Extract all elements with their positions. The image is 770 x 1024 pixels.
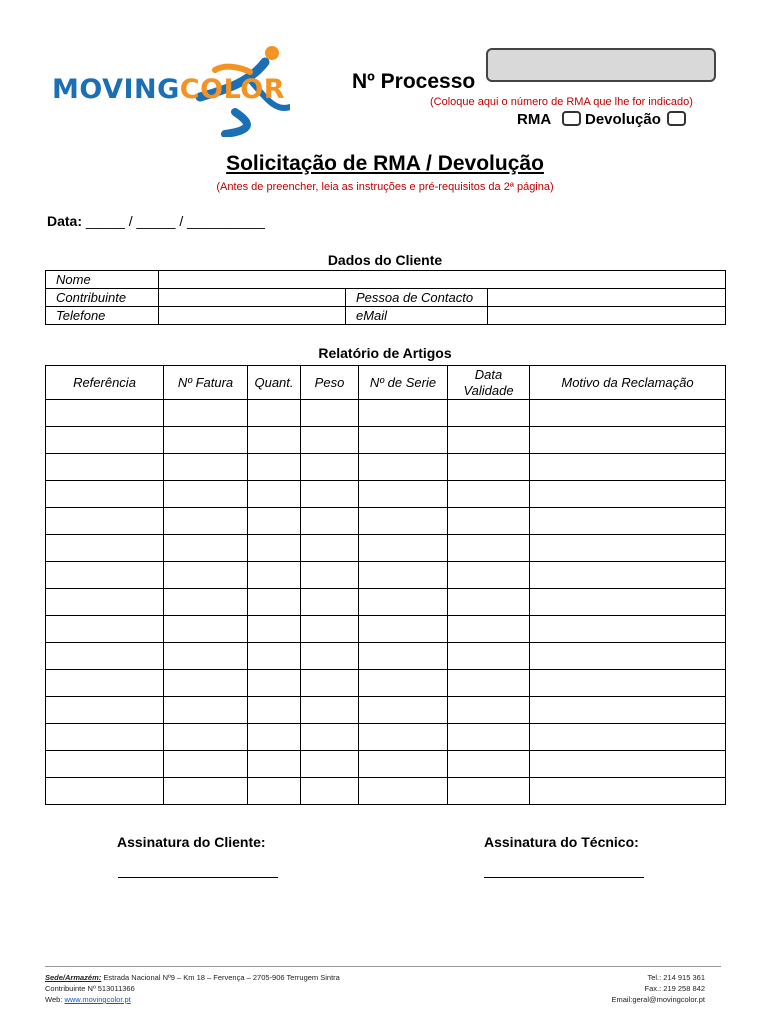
table-row <box>46 643 726 670</box>
article-cell[interactable] <box>248 616 301 643</box>
logo-text: MOVINGCOLOR <box>52 74 286 105</box>
client-signature-label: Assinatura do Cliente: <box>117 834 266 850</box>
table-row <box>46 670 726 697</box>
col-fatura: Nº Fatura <box>164 366 248 400</box>
article-cell[interactable] <box>530 535 726 562</box>
table-row <box>46 751 726 778</box>
table-row <box>46 778 726 805</box>
article-cell[interactable] <box>448 562 530 589</box>
article-cell[interactable] <box>164 508 248 535</box>
article-cell[interactable] <box>301 697 359 724</box>
article-cell[interactable] <box>301 724 359 751</box>
article-cell[interactable] <box>530 589 726 616</box>
article-cell[interactable] <box>248 670 301 697</box>
article-cell[interactable] <box>530 454 726 481</box>
table-row <box>46 724 726 751</box>
footer-contacts <box>560 972 705 1005</box>
footer-sede-value: Estrada Nacional Nº9 – Km 18 – Fervença – 2705-906 Terrugem Sintra <box>103 973 340 982</box>
article-cell[interactable] <box>359 454 448 481</box>
table-row <box>46 697 726 724</box>
table-row <box>46 271 726 289</box>
article-cell[interactable] <box>46 670 164 697</box>
article-cell[interactable] <box>301 427 359 454</box>
client-label-nome: Nome <box>46 271 159 289</box>
table-row <box>46 307 726 325</box>
col-validade <box>448 366 530 400</box>
article-cell[interactable] <box>301 508 359 535</box>
article-cell[interactable] <box>164 562 248 589</box>
article-cell[interactable] <box>448 670 530 697</box>
article-cell[interactable] <box>46 508 164 535</box>
article-cell[interactable] <box>301 616 359 643</box>
article-cell[interactable] <box>301 562 359 589</box>
footer-divider <box>45 966 721 967</box>
process-number-label: Nº Processo <box>352 70 476 93</box>
article-cell[interactable] <box>359 400 448 427</box>
rma-checkbox[interactable] <box>562 111 581 126</box>
article-cell[interactable] <box>46 589 164 616</box>
table-row <box>46 535 726 562</box>
article-cell[interactable] <box>530 616 726 643</box>
article-cell[interactable] <box>301 778 359 805</box>
article-cell[interactable] <box>46 562 164 589</box>
article-cell[interactable] <box>164 589 248 616</box>
article-cell[interactable] <box>448 778 530 805</box>
article-cell[interactable] <box>448 427 530 454</box>
article-cell[interactable] <box>164 481 248 508</box>
article-cell[interactable] <box>359 778 448 805</box>
col-validade-label: Data Validade <box>463 366 514 398</box>
article-cell[interactable] <box>248 751 301 778</box>
client-telefone-field[interactable] <box>159 307 346 325</box>
article-cell[interactable] <box>164 427 248 454</box>
table-row <box>46 289 726 307</box>
col-peso: Peso <box>301 366 359 400</box>
article-cell[interactable] <box>164 751 248 778</box>
article-cell[interactable] <box>530 724 726 751</box>
col-referencia: Referência <box>46 366 164 400</box>
article-cell[interactable] <box>301 589 359 616</box>
footer-email: Email:geral@movingcolor.pt <box>611 995 705 1004</box>
article-cell[interactable] <box>359 670 448 697</box>
article-cell[interactable] <box>530 670 726 697</box>
articles-header-row <box>46 366 726 400</box>
article-cell[interactable] <box>448 508 530 535</box>
article-cell[interactable] <box>46 643 164 670</box>
article-cell[interactable] <box>359 535 448 562</box>
article-cell[interactable] <box>448 589 530 616</box>
article-cell[interactable] <box>448 454 530 481</box>
table-row <box>46 427 726 454</box>
article-cell[interactable] <box>448 751 530 778</box>
process-number-field[interactable] <box>486 48 716 82</box>
articles-table <box>45 365 726 805</box>
devolucao-checkbox[interactable] <box>667 111 686 126</box>
client-email-field[interactable] <box>488 307 726 325</box>
table-row <box>46 481 726 508</box>
article-cell[interactable] <box>248 508 301 535</box>
article-cell[interactable] <box>46 778 164 805</box>
article-cell[interactable] <box>359 724 448 751</box>
article-cell[interactable] <box>448 535 530 562</box>
date-value: _____ / _____ / __________ <box>85 213 265 229</box>
article-cell[interactable] <box>301 400 359 427</box>
table-row <box>46 454 726 481</box>
article-cell[interactable] <box>448 724 530 751</box>
client-nome-field[interactable] <box>159 271 726 289</box>
article-cell[interactable] <box>530 400 726 427</box>
article-cell[interactable] <box>46 535 164 562</box>
article-cell[interactable] <box>248 589 301 616</box>
articles-heading: Relatório de Artigos <box>318 345 452 361</box>
article-cell[interactable] <box>301 535 359 562</box>
rma-label: RMA <box>517 111 552 128</box>
table-row <box>46 589 726 616</box>
client-contacto-field[interactable] <box>488 289 726 307</box>
article-cell[interactable] <box>301 643 359 670</box>
article-cell[interactable] <box>248 454 301 481</box>
article-cell[interactable] <box>530 751 726 778</box>
article-cell[interactable] <box>46 481 164 508</box>
article-cell[interactable] <box>248 778 301 805</box>
date-label: Data: <box>47 213 83 229</box>
client-label-email: eMail <box>346 307 488 325</box>
article-cell[interactable] <box>301 670 359 697</box>
devolucao-label: Devolução <box>585 111 661 128</box>
article-cell[interactable] <box>248 535 301 562</box>
article-cell[interactable] <box>448 616 530 643</box>
article-cell[interactable] <box>248 697 301 724</box>
date-field[interactable] <box>47 213 265 229</box>
article-cell[interactable] <box>448 481 530 508</box>
client-label-contacto: Pessoa de Contacto <box>346 289 488 307</box>
article-cell[interactable] <box>530 508 726 535</box>
article-cell[interactable] <box>46 724 164 751</box>
article-cell[interactable] <box>530 778 726 805</box>
client-contribuinte-field[interactable] <box>159 289 346 307</box>
article-cell[interactable] <box>164 778 248 805</box>
table-row <box>46 400 726 427</box>
article-cell[interactable] <box>164 724 248 751</box>
technician-signature-label: Assinatura do Técnico: <box>484 834 639 850</box>
article-cell[interactable] <box>359 562 448 589</box>
article-cell[interactable] <box>46 697 164 724</box>
process-number-note: (Coloque aqui o número de RMA que lhe for indicado) <box>430 96 693 108</box>
article-cell[interactable] <box>164 400 248 427</box>
article-cell[interactable] <box>530 427 726 454</box>
page-title: Solicitação de RMA / Devolução <box>226 152 544 175</box>
article-cell[interactable] <box>301 454 359 481</box>
article-cell[interactable] <box>164 697 248 724</box>
page-subtitle: (Antes de preencher, leia as instruções e pré-requisitos da 2ª página) <box>216 181 554 193</box>
article-cell[interactable] <box>46 400 164 427</box>
article-cell[interactable] <box>248 562 301 589</box>
client-data-heading: Dados do Cliente <box>327 252 443 268</box>
article-cell[interactable] <box>164 670 248 697</box>
article-cell[interactable] <box>301 751 359 778</box>
footer-contribuinte: Contribuinte Nº 513011366 <box>45 984 135 993</box>
article-cell[interactable] <box>248 481 301 508</box>
col-quantidade: Quant. <box>248 366 301 400</box>
article-cell[interactable] <box>448 697 530 724</box>
article-cell[interactable] <box>248 427 301 454</box>
technician-signature-line[interactable] <box>484 877 644 878</box>
article-cell[interactable] <box>248 400 301 427</box>
article-cell[interactable] <box>359 751 448 778</box>
table-row <box>46 562 726 589</box>
article-cell[interactable] <box>530 643 726 670</box>
article-cell[interactable] <box>164 454 248 481</box>
article-cell[interactable] <box>448 643 530 670</box>
article-cell[interactable] <box>164 616 248 643</box>
client-signature-line[interactable] <box>118 877 278 878</box>
footer-fax: Fax.: 219 258 842 <box>644 984 705 993</box>
article-cell[interactable] <box>530 697 726 724</box>
client-label-telefone: Telefone <box>46 307 159 325</box>
article-cell[interactable] <box>359 508 448 535</box>
client-label-contribuinte: Contribuinte <box>46 289 159 307</box>
article-cell[interactable] <box>46 454 164 481</box>
article-cell[interactable] <box>359 697 448 724</box>
col-serie: Nº de Serie <box>359 366 448 400</box>
footer-sede-label: Sede/Armazém: <box>45 973 102 982</box>
footer-address <box>45 972 340 1005</box>
footer-web-label: Web: <box>45 995 63 1004</box>
footer-web-link[interactable]: www.movingcolor.pt <box>64 995 131 1004</box>
article-cell[interactable] <box>164 535 248 562</box>
article-cell[interactable] <box>359 589 448 616</box>
article-cell[interactable] <box>359 643 448 670</box>
footer-tel: Tel.: 214 915 361 <box>647 973 705 982</box>
article-cell[interactable] <box>359 427 448 454</box>
article-cell[interactable] <box>530 562 726 589</box>
article-cell[interactable] <box>46 751 164 778</box>
article-cell[interactable] <box>359 481 448 508</box>
article-cell[interactable] <box>248 724 301 751</box>
article-cell[interactable] <box>46 427 164 454</box>
table-row <box>46 508 726 535</box>
article-cell[interactable] <box>46 616 164 643</box>
article-cell[interactable] <box>248 643 301 670</box>
article-cell[interactable] <box>530 481 726 508</box>
article-cell[interactable] <box>448 400 530 427</box>
col-motivo: Motivo da Reclamação <box>530 366 726 400</box>
article-cell[interactable] <box>164 643 248 670</box>
article-cell[interactable] <box>359 616 448 643</box>
table-row <box>46 616 726 643</box>
client-data-table <box>45 270 726 325</box>
article-cell[interactable] <box>301 481 359 508</box>
